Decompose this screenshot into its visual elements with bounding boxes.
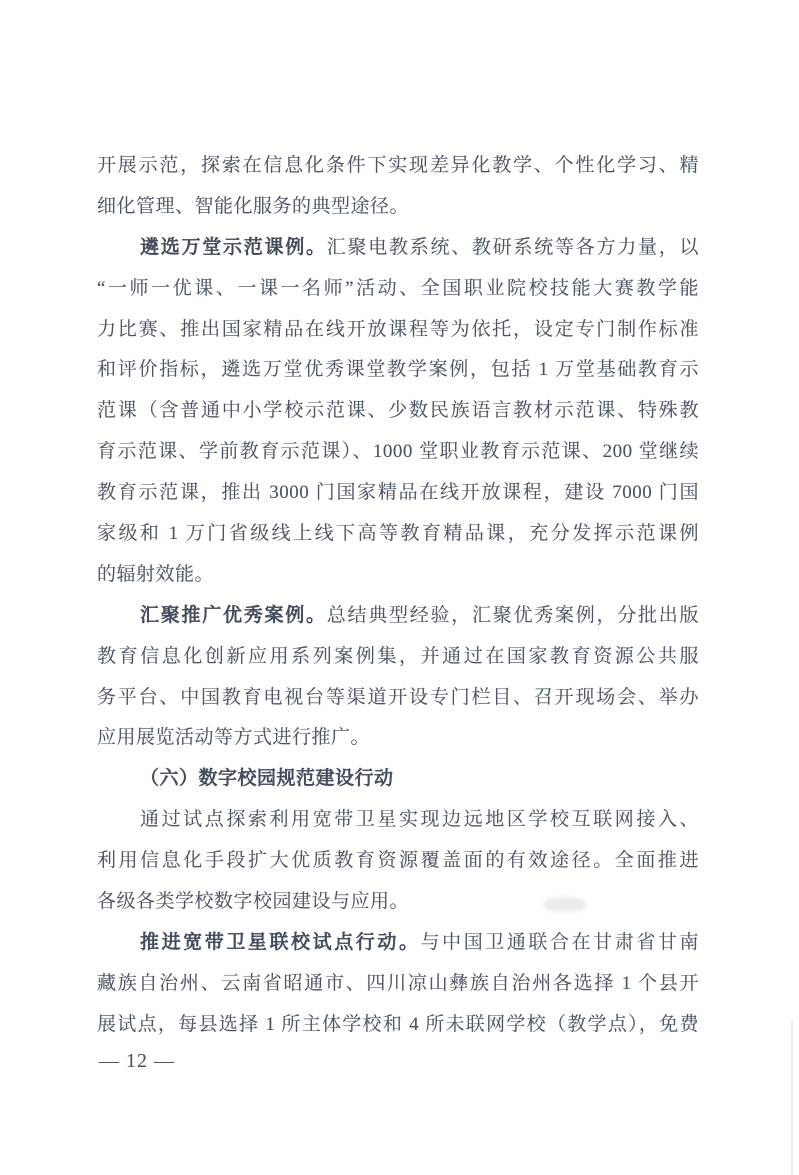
text-line: [97, 432, 699, 473]
line-text: 汇聚电教系统、教研系统等各方力量，以: [326, 236, 699, 258]
line-text: 教育信息化创新应用系列案例集，并通过在国家教育资源公共服: [97, 645, 699, 667]
text-line: [97, 350, 699, 391]
text-line: [97, 391, 699, 432]
text-line: [97, 555, 699, 596]
line-text: 的辐射效能。: [97, 563, 215, 585]
bold-lead: （六）数字校园规范建设行动: [140, 768, 394, 790]
line-text: 务平台、中国教育电视台等渠道开设专门栏目、召开现场会、举办: [97, 686, 699, 708]
line-text: 细化管理、智能化服务的典型途径。: [97, 195, 410, 217]
section-heading: [97, 759, 699, 800]
line-text: 范课（含普通中小学校示范课、少数民族语言教材示范课、特殊教: [97, 400, 699, 422]
line-text: 教育示范课，推出 3000 门国家精品在线开放课程，建设 7000 门国: [97, 482, 699, 504]
line-text: 和评价指标，遴选万堂优秀课堂教学案例，包括 1 万堂基础教育示: [97, 359, 699, 381]
text-line: [97, 146, 699, 187]
line-text: 通过试点探索利用宽带卫星实现边远地区学校互联网接入、: [140, 809, 699, 831]
text-line: [97, 228, 699, 269]
line-text: 与中国卫通联合在甘肃省甘南: [420, 931, 699, 953]
text-line: [97, 923, 699, 964]
text-line: [97, 800, 699, 841]
scan-edge-artifact: [791, 1020, 793, 1175]
line-text: 育示范课、学前教育示范课）、1000 堂职业教育示范课、200 堂继续: [97, 441, 699, 463]
bold-lead: 推进宽带卫星联校试点行动。: [140, 931, 421, 953]
line-text: 总结典型经验，汇聚优秀案例，分批出版: [326, 604, 699, 626]
text-line: [97, 187, 699, 228]
line-text: 开展示范，探索在信息化条件下实现差异化教学、个性化学习、精: [97, 155, 699, 176]
text-line: [97, 596, 699, 637]
line-text: “一师一优课、一课一名师”活动、全国职业院校技能大赛教学能: [97, 277, 699, 299]
scan-smudge-artifact: [543, 897, 587, 912]
bold-lead: 汇聚推广优秀案例。: [140, 604, 327, 626]
page-number: — 12 —: [99, 1050, 175, 1072]
text-line: [97, 269, 699, 310]
text-line: [97, 718, 699, 759]
text-line: [97, 514, 699, 555]
text-line: [97, 310, 699, 351]
line-text: 各级各类学校数字校园建设与应用。: [97, 891, 410, 913]
document-body: [97, 146, 699, 1046]
line-text: 家级和 1 万门省级线上线下高等教育精品课，充分发挥示范课例: [97, 523, 699, 545]
text-line: [97, 637, 699, 678]
text-line: [97, 1005, 699, 1046]
text-line: [97, 964, 699, 1005]
text-line: [97, 841, 699, 882]
line-text: 应用展览活动等方式进行推广。: [97, 727, 371, 749]
line-text: 力比赛、推出国家精品在线开放课程等为依托，设定专门制作标准: [97, 318, 699, 340]
text-line: [97, 473, 699, 514]
text-line: [97, 882, 699, 923]
line-text: 利用信息化手段扩大优质教育资源覆盖面的有效途径。全面推进: [97, 850, 699, 872]
line-text: 藏族自治州、云南省昭通市、四川凉山彝族自治州各选择 1 个县开: [97, 972, 699, 994]
bold-lead: 遴选万堂示范课例。: [140, 236, 327, 258]
line-text: 展试点，每县选择 1 所主体学校和 4 所未联网学校（教学点），免费: [97, 1013, 699, 1035]
text-line: [97, 678, 699, 719]
